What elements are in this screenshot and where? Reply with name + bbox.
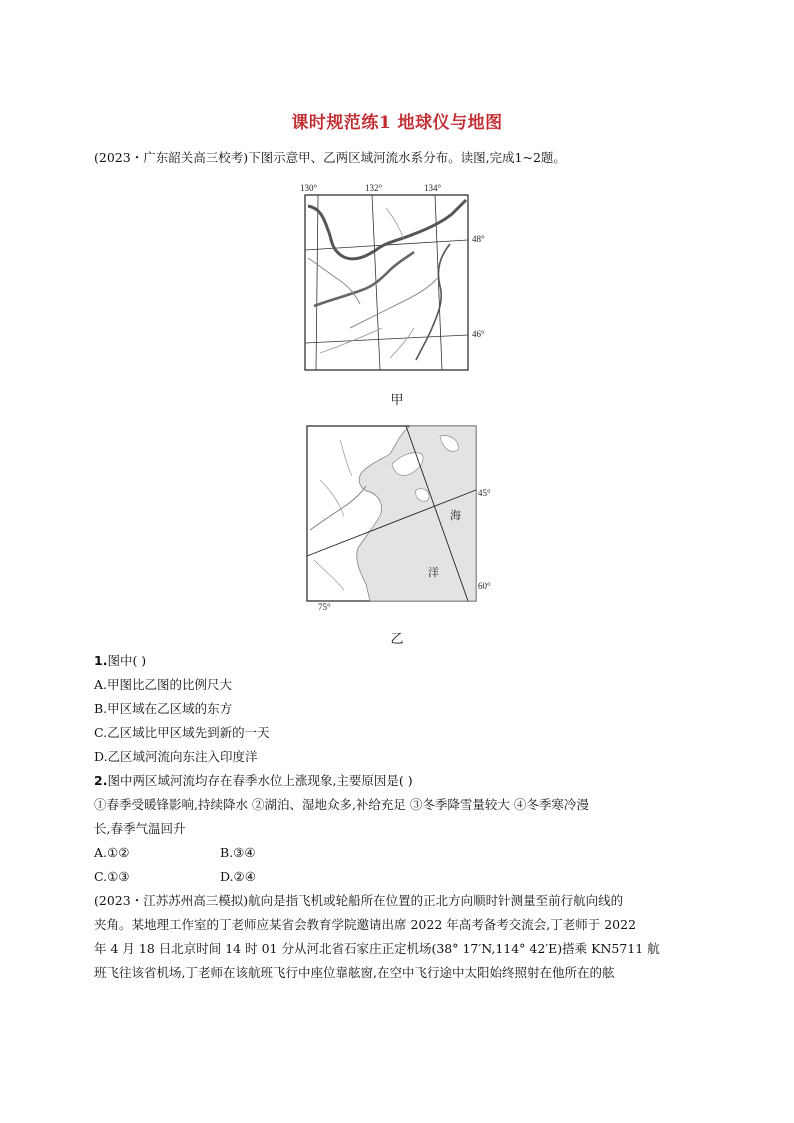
page-title: 课时规范练1 地球仪与地图 [291,113,503,133]
q2-items-line1: ①春季受暖锋影响,持续降水 ②湖泊、湿地众多,补给充足 ③冬季降雪量较大 ④冬季寒冷漫 [94,797,589,812]
lat-label-46: 46° [472,329,485,339]
passage-line-2: 夹角。某地理工作室的丁老师应某省会教育学院邀请出席 2022 年高考备考交流会,丁老师于 2022 [94,917,637,932]
intro-text: (2023・广东韶关高三校考)下图示意甲、乙两区域河流水系分布。读图,完成1~2题。 [94,150,566,165]
q2-stem [94,773,704,789]
q1-stem-text: 图中( ) [107,653,147,668]
lon-label-134: 134° [424,183,442,193]
passage-line-4: 班飞往该省机场,丁老师在该航班飞行中座位靠舷窗,在空中飞行途中太阳始终照射在他所在的舷 [94,965,615,980]
q1-option-a: A.甲图比乙图的比例尺大 [94,677,233,692]
lat-label-48: 48° [472,234,485,244]
map-yi [300,420,510,612]
q1-option-c: C.乙区域比甲区域先到新的一天 [94,725,270,740]
q1-stem [94,653,704,669]
sea-char-hai: 海 [450,509,461,522]
q1-option-b: B.甲区域在乙区域的东方 [94,701,233,716]
q2-stem-text: 图中两区域河流均存在春季水位上涨现象,主要原因是( ) [107,773,413,788]
map-jia [290,178,500,378]
q2-number: 2. [94,773,108,788]
q2-option-c: C.①③ [94,869,130,884]
sea-char-yang: 洋 [428,566,439,579]
lon-label-60: 60° [478,581,491,591]
q2-option-a: A.①② [94,845,130,860]
passage-line-1: (2023・江苏苏州高三模拟)航向是指飞机或轮船所在位置的正北方向顺时针测量至前行航向线的 [94,893,624,908]
q1-number: 1. [94,653,108,668]
lat-label-45: 45° [478,488,491,498]
lon-label-130: 130° [300,183,318,193]
passage-line-3: 年 4 月 18 日北京时间 14 时 01 分从河北省石家庄正定机场(38° 17′N,114° 42′E)搭乘 KN5711 航 [94,941,660,956]
q2-items-line2: 长,春季气温回升 [94,821,186,836]
q1-option-d: D.乙区域河流向东注入印度洋 [94,749,258,764]
lon-label-132: 132° [365,183,383,193]
map-jia-caption: 甲 [390,393,404,408]
q2-option-d: D.②④ [220,869,256,884]
map-jia-svg [290,178,500,378]
map-yi-caption: 乙 [390,632,404,647]
q2-option-b: B.③④ [220,845,256,860]
map-yi-svg [300,420,510,612]
lon-label-75: 75° [318,602,331,612]
